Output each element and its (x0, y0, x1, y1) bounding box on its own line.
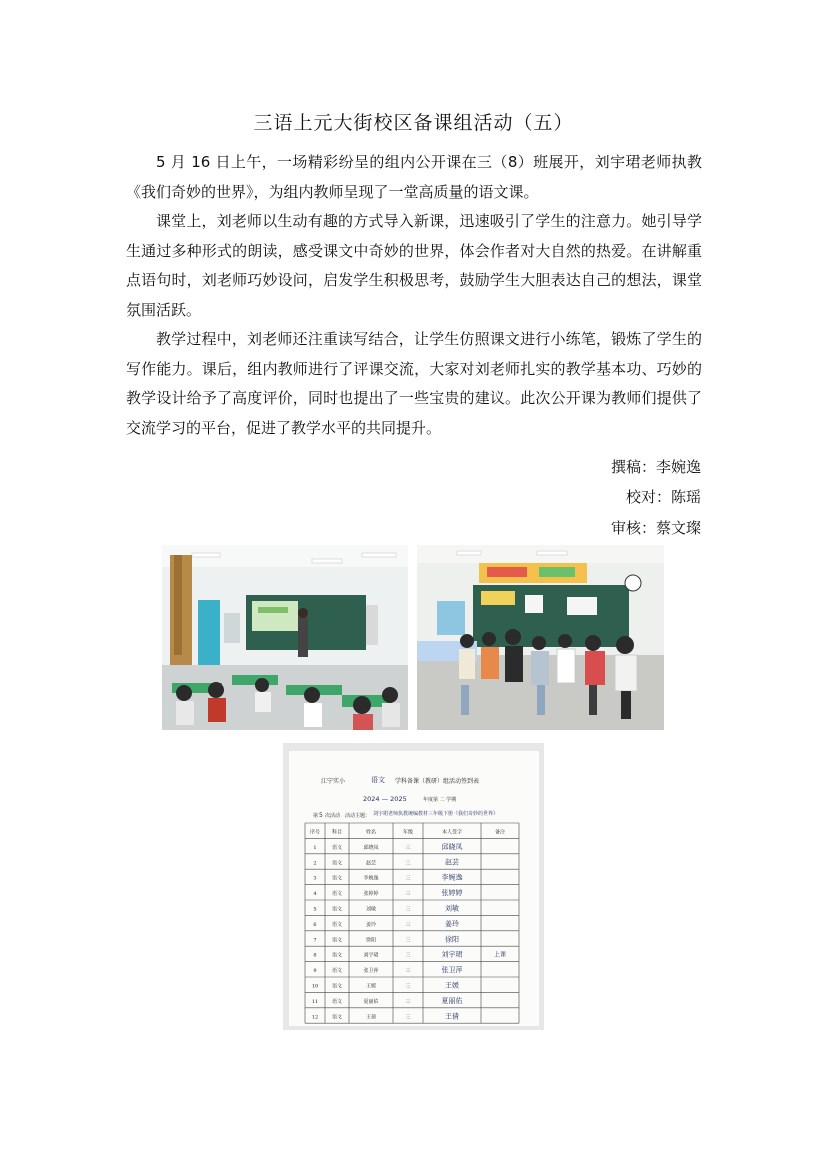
sheet-year-hand: 2024 — 2025 (363, 795, 407, 803)
table-cell-grade: 三 (405, 875, 411, 882)
table-cell-signature: 王倩 (445, 1012, 459, 1021)
sheet-subject-hand: 语文 (371, 776, 385, 784)
table-header-cell: 年级 (402, 829, 414, 836)
table-cell-signature: 邱晓凤 (441, 842, 463, 851)
table-cell-name: 张婷婷 (363, 891, 379, 898)
table-cell-subject: 语文 (331, 983, 343, 990)
sheet-topic-hand: 刘宇珺老师执教统编教材三年级下册《我们奇妙的世界》 (373, 811, 499, 817)
table-cell-signature: 张卫萍 (441, 966, 463, 975)
table-cell-subject: 语文 (331, 921, 343, 928)
table-cell-name: 李婉逸 (363, 875, 379, 882)
table-cell-number: 2 (313, 860, 317, 867)
table-cell-grade: 三 (405, 844, 411, 851)
teachers-photo (417, 545, 664, 730)
table-cell-signature: 刘宇珺 (441, 950, 463, 959)
table-cell-subject: 语文 (331, 844, 343, 851)
table-cell-number: 7 (313, 937, 317, 944)
table-cell-signature: 姜玲 (445, 919, 459, 928)
table-cell-number: 8 (313, 952, 317, 959)
paragraph-intro: 5 月 16 日上午，一场精彩纷呈的组内公开课在三（8）班展开，刘宇珺老师执教《我们奇妙的世界》，为组内教师呈现了一堂高质量的语文课。 (126, 153, 702, 201)
table-cell-name: 夏丽佑 (363, 998, 379, 1005)
table-cell-signature: 王媛 (445, 981, 459, 990)
table-cell-name: 刘敏 (365, 906, 377, 913)
table-cell-number: 1 (313, 844, 317, 851)
table-cell-grade: 三 (405, 906, 411, 913)
table-cell-name: 王媛 (365, 983, 377, 990)
table-cell-signature: 夏丽佑 (441, 996, 463, 1005)
table-cell-subject: 语文 (331, 952, 343, 959)
table-cell-name: 张卫萍 (363, 968, 379, 975)
table-cell-name: 赵芸 (365, 860, 377, 867)
table-cell-note: 上课 (493, 951, 507, 959)
table-cell-name: 邱晓凤 (363, 844, 379, 851)
table-cell-number: 11 (311, 998, 319, 1005)
table-cell-grade: 三 (405, 983, 411, 990)
credit-reviewer: 审核：蔡文璨 (610, 519, 701, 537)
table-cell-signature: 徐阳 (445, 935, 459, 944)
sheet-topic-label: 活动主题： (345, 813, 371, 819)
table-cell-subject: 语文 (331, 937, 343, 944)
table-cell-signature: 刘敏 (445, 904, 459, 913)
table-header-cell: 备注 (494, 829, 506, 836)
table-cell-name: 王倩 (365, 1014, 377, 1021)
table-cell-grade: 三 (405, 937, 411, 944)
paragraph-classroom: 课堂上，刘老师以生动有趣的方式导入新课，迅速吸引了学生的注意力。她引导学生通过多种形式的朗读，感受课文中奇妙的世界，体会作者对大自然的热爱。在讲解重点语句时，刘老师巧妙设问，启发学生积极思考，鼓励学生大胆表达自己的想法，课堂氛围活跃。 (126, 212, 702, 319)
sheet-title-prefix: 江宁实小 (321, 778, 346, 785)
classroom-photo (162, 545, 408, 730)
signin-sheet-photo (283, 743, 544, 1030)
paragraph-teaching: 教学过程中，刘老师还注重读写结合，让学生仿照课文进行小练笔，锻炼了学生的写作能力。课后，组内教师进行了评课交流，大家对刘老师扎实的教学基本功、巧妙的教学设计给予了高度评价，同时也提出了一些宝贵的建议。此次公开课为教师们提供了交流学习的平台，促进了教学水平的共同提升。 (126, 330, 702, 437)
table-cell-grade: 三 (405, 998, 411, 1005)
table-cell-signature: 李婉逸 (441, 873, 463, 882)
table-cell-signature: 赵芸 (445, 858, 459, 867)
table-cell-number: 5 (313, 906, 317, 913)
table-cell-subject: 语文 (331, 875, 343, 882)
table-cell-number: 10 (311, 983, 319, 990)
table-cell-subject: 语文 (331, 860, 343, 867)
table-cell-number: 3 (313, 875, 317, 882)
table-cell-name: 姜玲 (365, 921, 377, 928)
table-cell-subject: 语文 (331, 998, 343, 1005)
table-cell-subject: 语文 (331, 968, 343, 975)
table-cell-subject: 语文 (331, 906, 343, 913)
sheet-session-prefix: 第 (313, 813, 319, 819)
table-cell-signature: 张婷婷 (441, 889, 463, 898)
table-cell-grade: 三 (405, 1014, 411, 1021)
page-title: 三语上元大街校区备课组活动（五） (253, 112, 574, 134)
table-cell-number: 12 (311, 1014, 319, 1021)
table-cell-number: 4 (313, 891, 317, 898)
table-cell-grade: 三 (405, 891, 411, 898)
table-header-cell: 本人签字 (441, 829, 463, 836)
table-cell-grade: 三 (405, 921, 411, 928)
table-cell-grade: 三 (405, 968, 411, 975)
sheet-title-suffix: 学科备课（教研）组活动签到表 (395, 778, 480, 785)
table-header-cell: 姓名 (365, 829, 377, 836)
table-cell-subject: 语文 (331, 891, 343, 898)
table-cell-number: 9 (313, 968, 317, 975)
sheet-year-suffix: 年度第 二 学期 (423, 797, 457, 803)
table-cell-grade: 三 (405, 860, 411, 867)
table-cell-number: 6 (313, 921, 317, 928)
table-cell-grade: 三 (405, 952, 411, 959)
credit-proofreader: 校对：陈瑶 (625, 488, 701, 506)
table-cell-name: 刘宇珺 (363, 952, 379, 959)
table-cell-name: 徐阳 (365, 937, 377, 944)
table-header-cell: 科目 (331, 829, 343, 836)
sheet-session-hand: 5 (319, 812, 323, 819)
credit-writer: 撰稿：李婉逸 (610, 458, 701, 476)
table-header-cell: 序号 (309, 829, 321, 836)
sheet-session-suffix: 次活动 (325, 813, 341, 819)
table-cell-subject: 语文 (331, 1014, 343, 1021)
